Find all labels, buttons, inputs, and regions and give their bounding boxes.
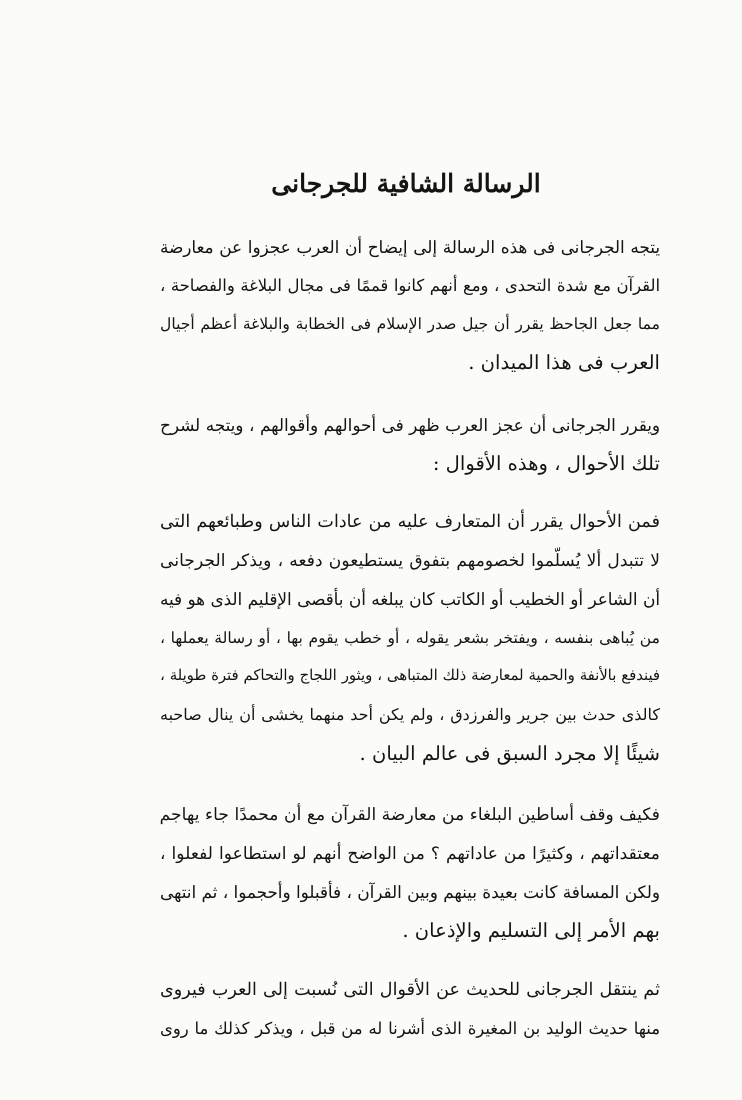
paragraph-5	[160, 971, 660, 1048]
paragraph-3	[160, 503, 660, 773]
text-line: ويقرر الجرجانى أن عجز العرب ظهر فى أحوالهم وأقوالهم ، ويتجه لشرح	[160, 415, 660, 435]
text-line: فمن الأحوال يقرر أن المتعارف عليه من عادات الناس وطبائعهم التى	[160, 512, 660, 532]
text-line: ولكن المسافة كانت بعيدة بينهم وبين القرآن ، فأقبلوا وأحجموا ، ثم انتهى	[160, 882, 660, 903]
page-title: الرسالة الشافية للجرجانى	[271, 169, 541, 198]
text-line: فيندفع بالأنفة والحمية لمعارضة ذلك المتباهى ، ويثور اللجاج والتحاكم فترة طويلة ،	[160, 667, 660, 685]
text-line: بهم الأمر إلى التسليم والإذعان .	[402, 918, 660, 942]
text-line: شيئًا إلا مجرد السبق فى عالم البيان .	[359, 741, 660, 765]
text-line: لا تتبدل ألا يُسلّموا لخصومهم بتفوق يستطيعون دفعه ، ويذكر الجرجانى	[160, 550, 660, 571]
text-line: تلك الأحوال ، وهذه الأقوال :	[432, 451, 660, 475]
paragraph-1	[160, 228, 660, 382]
text-line: يتجه الجرجانى فى هذه الرسالة إلى إيضاح أن العرب عجزوا عن معارضة	[160, 237, 660, 257]
text-line: من يُباهى بنفسه ، ويفتخر بشعر يقوله ، أو خطب يقوم بها ، أو رسالة يعملها ،	[160, 628, 660, 647]
text-line: أن الشاعر أو الخطيب أو الكاتب كان يبلغه أن بأقصى الإقليم الذى هو فيه	[160, 589, 660, 610]
text-line: مما جعل الجاحظ يقرر أن جيل صدر الإسلام فى الخطابة والبلاغة أعظم أجيال	[160, 315, 660, 334]
text-line: العرب فى هذا الميدان .	[468, 350, 660, 374]
text-line: القرآن مع شدة التحدى ، ومع أنهم كانوا قممًا فى مجال البلاغة والفصاحة ،	[160, 275, 660, 295]
text-line: معتقداتهم ، وكثيرًا من عاداتهم ؟ من الواضح أنهم لو استطاعوا لفعلوا ،	[160, 843, 660, 864]
paragraph-4	[160, 796, 660, 950]
text-line: فكيف وقف أساطين البلغاء من معارضة القرآن مع أن محمدًا جاء يهاجم	[160, 805, 660, 825]
text-line: منها حديث الوليد بن المغيرة الذى أشرنا له من قبل ، ويذكر كذلك ما روى	[160, 1018, 660, 1038]
text-line: ثم ينتقل الجرجانى للحديث عن الأقوال التى نُسبت إلى العرب فيروى	[160, 980, 660, 1000]
text-line: كالذى حدث بين جرير والفرزدق ، ولم يكن أحد منهما يخشى أن ينال صاحبه	[160, 704, 660, 724]
paragraph-2	[160, 406, 660, 483]
